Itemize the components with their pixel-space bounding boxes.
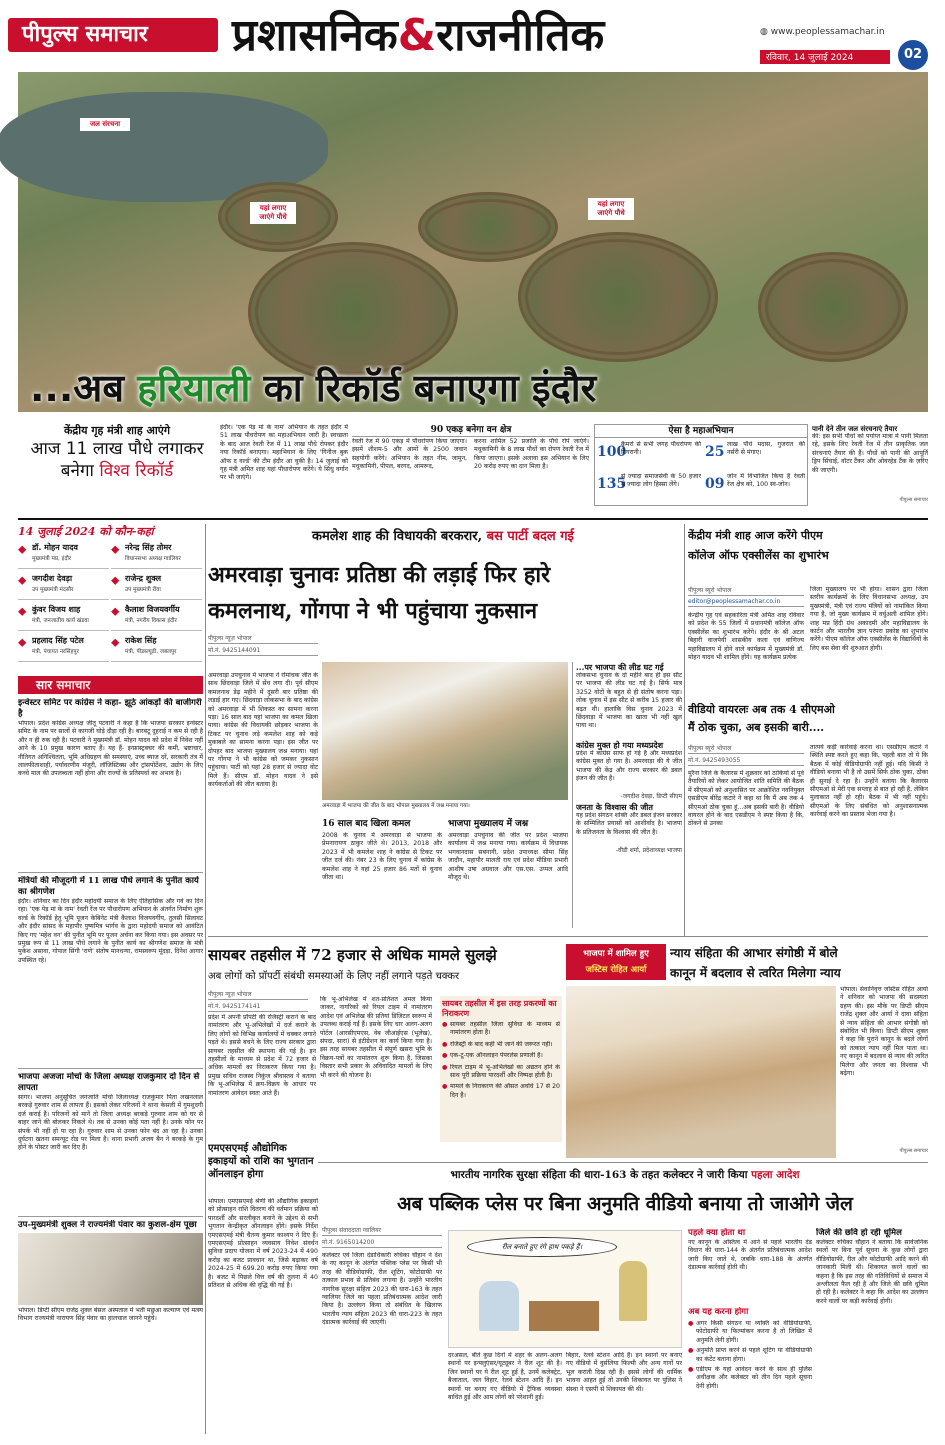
collector-byline: पीपुल्स संवाददाता ग्वालियर [322, 1226, 442, 1236]
plantation-ring [248, 242, 458, 382]
bullet-icon: ● [442, 1021, 448, 1028]
kaun-kahan-box [18, 524, 203, 668]
person-role: मुख्यमंत्री मप्र, इंदौर [32, 556, 72, 562]
collector-body-2: दरअसल, बीते कुछ दिनों में शहर के अलग-अलग स्थानों पर इन्फ्लुएंसर/यूट्यूबर ने रील शूट की है। जिन स्थानों पर ये रील शूट हुई है, उनमें कलेक्ट्रेट, बैजाताल, जल विहार, रेलवे स्टेशन आदि हैं। इन स्थानों पर बनाए गए वीडियो में ट्रैफिक व्यवस्था बाधित हुई और आम लोगों को परेशानी हुई। [448, 1352, 562, 1402]
chhavi-head: जिले की छवि हो रही धूमिल [816, 1228, 902, 1238]
amar-sub-1-body: 2008 के चुनाव में अमरवाड़ा से भाजपा के प्रेमनारायण ठाकुर जीते थे। 2013, 2018 और 2023 में भी कमलेश शाह ने कांग्रेस से टिकट पर जीत दर्ज की। नंबर 23 के लिए चुनाव में कांग्रेस के कमलेश शाह ने यहां 25 हजार 86 मतों से चुनाव जीता था। [322, 832, 442, 882]
saar-title: सार समाचार [18, 676, 203, 694]
college-headline-2: कॉलेज ऑफ एक्सीलेंस का शुभारंभ [688, 549, 829, 562]
pahle-head: पहले क्या होता था [688, 1228, 746, 1238]
van-col2: करना शामिल 52 प्रजाति के पौधे रोपे जाएंगे। मधुकामिनी के 8 लाख पौधों का रोपण रेवती रेंज में किया जाएगा। इसके अलावा इस अभियान के लिए 20 करोड़ रुपए का दान मिला है। [474, 438, 589, 471]
hospital-photo [18, 1233, 203, 1305]
person-card [111, 633, 202, 662]
msme-headline: एमएसएमई औद्योगिक इकाइयों को राशि का भुगतान ऑनलाइन होगा [208, 1143, 314, 1180]
person-name: राजेन्द्र शुक्ल [125, 574, 162, 583]
person-name: डॉ. मोहन यादव [32, 543, 78, 552]
bullet-icon: ● [688, 1347, 694, 1355]
column-rule [205, 524, 206, 1434]
person-name: कुंवर विजय शाह [32, 605, 81, 614]
saar-head-2: मंत्रियों की मौजूदगी में 11 लाख पौधे लगाने के पुनीत कार्य का श्रीगणेश [18, 876, 199, 897]
hero-aerial-photo [18, 72, 928, 412]
website-url[interactable]: ◍ www.peoplessamachar.in [760, 27, 885, 37]
nyay-photo [566, 986, 836, 1158]
bullet-item: ● मामले के निराकरण की औसत अवधि 17 से 20 दिन है। [442, 1083, 560, 1099]
bullet-icon: ● [442, 1083, 448, 1091]
maha-title: ऐसा है महाअभियान [595, 425, 807, 438]
maha-box [594, 424, 808, 506]
van-box [352, 424, 590, 506]
person-card [111, 571, 202, 600]
saybar-headline: सायबर तहसील में 72 हजार से अधिक मामले सुलझे [208, 946, 497, 964]
celebration-photo [322, 662, 568, 800]
person-card [18, 540, 109, 569]
amar-sidebar [572, 662, 682, 928]
side-head-2: कांग्रेस मुक्त हो गया मध्यप्रदेश [576, 740, 664, 750]
bullet-item: ● रियल टाइम में भू-अभिलेखों का अद्यतन होने के साथ पूरी प्रक्रिया पारदर्शी और निष्पक्ष होती है। [442, 1063, 560, 1080]
column-rule [684, 524, 685, 936]
person-card [18, 571, 109, 600]
plantation-ring [518, 232, 718, 362]
msme-body: भोपाल। एमएसएमई श्रेणी की औद्योगिक इकाइयों को प्रोत्साहन राशि वितरण की वर्तमान प्रक्रिया को पारदर्शी और सरलीकृत बनाने के उद्देश्य से सभी भुगतान केन्द्रीकृत ऑनलाइन होंगे। इसके निर्देश एमएसएमई मंत्री चैतन्य कुमार काश्यप ने दिए हैं। एमएसएमई प्रोत्साहन व्यवसाय निवेश संवर्धन सुविधा प्रदाय योजना में वर्ष 2023-24 में 490 करोड़ का बजट प्रावधान था, जिसे बढ़ाकर वर्ष 2024-25 में 699.20 करोड़ रुपए किया गया है। बजट में पिछले वित्त वर्ष की तुलना में 40 प्रतिशत से अधिक की वृद्धि की गई है। [208, 1198, 318, 1290]
photo-tag-right: यहां लगाए जाएंगे पौधे [588, 198, 634, 220]
saybar-mobile: मो.नं. 9425174141 [208, 1002, 308, 1012]
saar-body-4: भोपाल। डिप्टी सीएम राजेंद्र शुक्ल बंसल अस्पताल में भर्ती मछुआ कल्याण एवं मत्स्य विभाग राज्यमंत्री नारायण सिंह पंवार का हालचाल जानने पहुंचे। [18, 1307, 203, 1323]
bullet-item: ● रजिस्ट्री के बाद कहीं भी जाने की जरूरत नहीं। [442, 1040, 553, 1048]
amar-sub-2-body: अमरवाड़ा उपचुनाव की जीत पर प्रदेश भाजपा कार्यालय में जश्न मनाया गया। कार्यक्रम में विधायक भगवानदास सबनानी, प्रदेश उपाध्यक्ष सीमा सिंह जादौन, महापौर मालती राय एवं प्रदेश मीडिया प्रभारी आशीष उषा अग्रवाल और एस.एस. उप्पल आदि मौजूद थे। [448, 832, 568, 882]
location-pin-icon: ⬥ [111, 573, 120, 587]
nyay-headline-2: कानून में बदलाव से त्वरित मिलेगा न्याय [670, 966, 841, 980]
collector-headline: अब पब्लिक प्लेस पर बिना अनुमति वीडियो बनाया तो जाओगे जेल [397, 1193, 853, 1215]
bullet-item: ● अनुमति प्राप्त करने से पहले शूटिंग या वीडियोग्राफी का कंटेंट बताना होगा। [688, 1347, 812, 1363]
collector-body-3: बिहार, रेलवे स्टेशन आदि हैं। इन स्थानों पर बनाए गए वीडियो में वुर्सलिया फिल्मी और अन्य गानों पर भूल कराती दिख रही हैं। इससे लोगों की धार्मिक भावना आहत हुई तो उनकी शिकायत पर पुलिस ने संस्था ने एसपी से शिकायत की थी। [566, 1352, 682, 1393]
side-head-3: जनता के विश्वास की जीत [576, 802, 653, 812]
maha-stat: 135 से ज्यादा समाजसेवी के 50 हजार से ज्यादा लोग हिस्सा लेंगे। [597, 473, 701, 492]
issue-date: रविवार, 14 जुलाई 2024 [760, 50, 890, 64]
maha-stat: 100 कैमरों से सभी जगह पौधरोपण की निगरानी। [597, 441, 701, 460]
college-body-2: जिला मुख्यालय पर भी होगा। शासन द्वारा जिला स्तरीय कार्यक्रमों के लिए विधानसभा अध्यक्ष, उप मुख्यमंत्री, मंत्री एवं राज्य मंत्रियों को नामांकित किया गया है, जो मुख्य कार्यक्रम में वर्चुअली शामिल होंगे। शाह मप्र हिंदी ग्रंथ अकादमी और महाविद्यालय के कार्टन और भारतीय ज्ञान परंपरा प्रकोष्ठ का शुभारंभ करेंगे। पीएम कॉलेज ऑफ एक्सीलेंस के विद्यार्थियों के लिए बस सेवा की शुरुआत होगी। [810, 586, 928, 652]
person-card [18, 633, 109, 662]
saybar-body-2: कि भू-अभिलेख में शत-प्रतिशत अमल किया जाकर, नागरिकों को रियल टाइम में नामांतरण आदेश एवं अभिलेख की प्रतियां डिजिटल स्वरूप में उपलब्ध कराई गईं हैं। इसके लिए चार अलग-अलग पोर्टल (आरसीएमएस, वेब जीआईएस (भूलेख), संपदा, सारा) से इंटीग्रेशन का कार्य किया गया है। इस तरह सायबर तहसील में संपूर्ण खसरा भूमि के विक्रय-पत्रों का नामांतरण शुरू किया है, जिसका विस्तार सभी प्रकार के अविवादित मामलों के लिए भी करने की योजना है। [320, 996, 432, 1079]
section-title: प्रशासनिक&राजनीतिक [232, 10, 605, 61]
video-body-1: मुरैना जिले के कैलारस में शुक्रवार को ठाकियों से पूर्व तैयारियों को लेकर आयोजित शांति समिति की बैठक में सीएमओ को अनुशासित पर आक्रोशित नवनियुक्त एसडीएम बीरेंद्र कटारे ने कहा था कि मैं अब तक 4 सीएमओ ठोक चुका हूं...अब इसकी बारी है। वीडियो वायरल होने के बाद एसडीएम ने स्पष्ट किया है कि, ठोकने से उनका [688, 770, 804, 828]
saybar-byline: पीपुल्स न्यूज़ भोपाल [208, 990, 308, 1000]
trees-body: की: इस सभी पौधों को पर्याप्त मात्रा में पानी मिलता रहे, इसके लिए रेवती रेंज में तीन प्राकृतिक जल संरचनाएं तैयार की हैं। पौधों को पानी की आपूर्ति ड्रिप सिंचाई, वॉटर टैंकर और ओवरहेड टैंक के ज़रिए की जाएगी। [812, 433, 928, 474]
video-body-2: तात्पर्य कड़ी कार्रवाई करना था। एसडीएम कटारे ने स्थिति स्पष्ट करते हुए कहा कि, पहली बात तो ये कि बैठक में कोई वीडियोग्राफी नहीं हुई। यदि किसी ने वीडियो बनाया भी है तो उसमें सिर्फ ठोक चुका, ठोका ही सुनाई दे रहा है। उन्होंने बताया कि कैलारस सीएमओ से मेरी एक सप्ताह से बात हो रही है, लेकिन मुलाकात नहीं हो रही। बैठक में भी नहीं पहुंचे। सीएमओ के लिए संबंधित को अनुशासनात्मक कार्रवाई करने का प्रस्ताव भेजा गया है। [810, 744, 928, 819]
side-sig-3: -वीडी शर्मा, प्रदेशाध्यक्ष भाजपा [615, 847, 682, 854]
saar-body-2: इंदौर। शनिवार का दिन इंदौर महोदयी समाज के लिए ऐतिहासिक और गर्व का दिन रहा। 'एक पेड़ मां के नाम' रेवती रेंज पर पौधारोपण अभियान के अंतर्गत निर्माण शुरू वर्ल्ड के रिकॉर्ड हेतु भूमि पूजन केबिनेट मंत्री कैलाश विजयवर्गीय, तुलसी सिलावट और इंदौर सांसद के महापौर पुष्यमित्र भार्गव के द्वारा महोदयी समाज को आवंटित किए गए 'महेश वन' की पुनीत भूमि पर पूजन अर्चना कर किया गया। इस अवसर पर प्रमुख रूप से 11 लाख पौधे लगाने के पुनीत कार्य का श्रीगणेश समाज के मंत्री मुकेश असावा, गोपाल सिंगी 'राणे' संतोष मानधन्या, रामस्वरूप मूंदड़ा, दिनेश आगार उपस्थित रहे। [18, 898, 203, 964]
bullet-icon: ● [442, 1063, 448, 1071]
plantation-ring [418, 192, 558, 262]
person-name: कैलाश विजयवर्गीय [125, 605, 180, 614]
saar-body-1: भोपाल। प्रदेश कांग्रेस अध्यक्ष जीतू पटवारी ने कहा है कि भाजपा सरकार इन्वेस्टर समिट के नाम पर सालों से कागजी घोड़े दौड़ा रही है। बारबटू दुहराई न कम से रही है और न ही रुक रही है। पटवारी ने मुख्यमंत्री डॉ. मोहन यादव को प्रदेश में निवेश नहीं आने के 10 प्रमुख कारण बताए हैं। यह हैं- इन्फ्रास्ट्रक्चर की कमी, भ्रष्टाचार, नीतिगत अनिश्चितता, भूमि अधिग्रहण की समस्याएं, उच्च ब्याज दरें, सरकारी तंत्र में लालफीताशाही, पर्यावरणीय मंजूरी, लॉजिस्टिक्स और ट्रांसपोर्टेशन, उद्योग के लिए कच्चे माल की उपलब्धता नहीं होना और राज्यों के प्रतिस्पर्धा का अभाव है। [18, 720, 203, 778]
person-name: प्रहलाद सिंह पटेल [32, 636, 84, 645]
amar-mobile: मो.नं. 9425144091 [208, 646, 318, 656]
cartoon [448, 1230, 682, 1348]
hero-headline: ...अब हरियाली का रिकॉर्ड बनाएगा इंदौर [30, 366, 597, 410]
saybar-box [440, 996, 562, 1142]
shah-line1: आज 11 लाख पौधे लगाकर [30, 439, 204, 459]
bullet-item: ● एक-टू-एक ऑनलाइन पेपरलेस प्रणाली है। [442, 1052, 543, 1060]
speech-bubble: रील बनाते हुए रंगे हाथ पकड़े हैं। [467, 1237, 617, 1257]
trees-title: पानी देने तीन जल संरचनाएं तैयार [812, 424, 898, 433]
amar-sub-1: 16 साल बाद खिला कमल [322, 819, 411, 829]
bullet-icon: ● [442, 1040, 448, 1048]
college-byline: पीपुल्स ब्यूरो भोपाल [688, 586, 804, 596]
saybar-box-title: सायबर तहसील में इस तरह प्रकरणों का निराकरण [442, 998, 557, 1018]
page-number: 02 [898, 40, 928, 70]
pahle-body: नए कानून के अस्तित्व में आने से पहले भारतीय दंड विधान की धारा-144 के अंतर्गत प्रतिबंधात्मक आदेश जारी किए जाते थे, जबकि धारा-188 के अंतर्गत दंडात्मक कार्रवाई होती थी। [688, 1239, 812, 1272]
police-figure [619, 1261, 647, 1321]
person-role: मंत्री, नगरीय विकास इंदौर [125, 618, 177, 624]
college-headline-1: केंद्रीय मंत्री शाह आज करेंगे पीएम [688, 529, 823, 542]
kaun-title: 14 जुलाई 2024 को कौन-कहां [18, 525, 154, 538]
college-email[interactable]: editor@peoplessamachar.co.in [688, 598, 804, 607]
person-role: उप मुख्यमंत्री मंदसौर [32, 587, 74, 593]
amar-byline: पीपुल्स न्यूज़ भोपाल [208, 634, 318, 644]
amar-sub-2: भाजपा मुख्यालय में जश्न [448, 819, 529, 829]
nyay-kicker: भाजपा में शामिल हुए जस्टिस रोहित आर्या [566, 944, 666, 980]
amar-body: अमरवाड़ा उपचुनाव में भाजपा ने रोमांचक जीत के साथ छिंदवाड़ा जिले में सेंध लगा दी। पूर्व सीएम कमलनाथ डेढ़ महीने में दूसरी बार प्रतिष्ठा की लड़ाई हार गए। छिंदवाड़ा लोकसभा के बाद कांग्रेस को अमरवाड़ा में भी शिकस्त का सामना करना पड़ा। 16 साल बाद यहां भाजपा का कमल खिला पाया। कांग्रेस की विधायकी छोड़कर भाजपा के टिकट पर चुनाव लड़े कमलेश शाह को कड़े मुकाबले का सामना करना पड़ा। इस जीत पर दोपहर बाद भाजपा मुख्यालय जश्न मनाया। यहां पर गोंगपा ने भी कांग्रेस को जमकर नुकसान पहुंचाया। पार्टी को यहां 28 हजार से ज्यादा वोट मिले हैं। सीएम डॉ. मोहन यादव ने इसे कार्यकर्ताओं की जीत बताया है। [208, 672, 318, 789]
photo-caption: अमरवाड़ा में भाजपा की जीत के बाद भोपाल मुख्यालय में जश्न मनाया गया। [322, 803, 470, 809]
video-headline-2: मैं ठोक चुका, अब इसकी बारी.... [688, 721, 825, 734]
person-role: विधानसभा अध्यक्ष ग्वालियर [125, 556, 181, 562]
amar-headline-2: कमलनाथ, गोंगपा ने भी पहुंचाया नुकसान [208, 598, 538, 624]
saar-head-1: इन्वेस्टर समिट पर कांग्रेस ने कहा- झूठे आंकड़ों की बाजीगरी है [18, 698, 202, 719]
bullet-item: ● अगर किसी संगठन या व्यक्ति को वीडियोग्राफी, फोटोग्राफी या फिल्मांकन करना है तो लिखित में अनुमति लेनी होगी। [688, 1320, 812, 1344]
shah-line2: बनेगा विश्व रिकॉर्ड [60, 461, 174, 481]
saybar-bullets [442, 1021, 560, 1100]
location-pin-icon: ⬥ [111, 604, 120, 618]
ab-bullets [688, 1320, 812, 1391]
saar-head-4: उप-मुख्यमंत्री शुक्ल ने राज्यमंत्री पंवार का कुशल-क्षेम पूछा [18, 1220, 197, 1230]
photo-tag-water: जल संरचना [80, 118, 130, 131]
person-role: मंत्री, पीडब्ल्यूडी, जबलपुर [125, 649, 177, 655]
chhavi-box [816, 1228, 928, 1434]
saybar-body: प्रदेश में अपनी प्रॉपर्टी की रजिस्ट्री कराने के बाद नामांतरण और भू-अभिलेखों में दर्ज कराने के लिए लोगों को विभिन्न कार्यालयों में चक्कर लगाने पड़ते थे। इससे बचने के लिए राज्य सरकार द्वारा सायबर तहसील की स्थापना की गई है। इन तहसीलों के माध्यम से प्रदेश में 72 हजार से अधिक मामलों का निराकरण किया गया है। प्रमुख सचिव राजस्व निकुंज श्रीवास्तव ने बताया कि भू-अभिलेख में क्रय-विक्रय के आधार पर नामांतरण आवेदन स्वतः आते हैं। [208, 1014, 316, 1097]
side-body-1: लोकसभा चुनाव के दो महीने बाद ही इस सीट पर भाजपा की लीड घट गई है। सिर्फ मात्र 3252 वोटों के बहुत से ही संतोष करना पड़ा। लोक चुनाव में इस सीट से करीब 15 हजार की बढ़त थी। हालांकि विस चुनाव 2023 में छिंदवाड़ा में भाजपा का खाता भी नहीं खुल पाया था। [576, 672, 682, 730]
row-rule [318, 1162, 928, 1163]
kaun-grid [18, 540, 203, 666]
nyay-body: भोपाल। सेवानिवृत्त जस्टिस रोहित आर्या ने शनिवार को भाजपा की सदस्यता ग्रहण की। इस मौके पर डिप्टी सीएम राजेंद्र शुक्ल और आर्या ने दावा संहिता से न्याय संहिता की आभार संगोष्ठी को संबोधित भी किया। डिप्टी सीएम शुक्ल ने कहा कि पुराने कानून के बदले लोगों को तत्काल न्याय नहीं मिल पाता था। नए कानून में बदलाव से न्याय की त्वरित मिलेगा और जनता का विश्वास भी बढ़ेगा। [840, 986, 928, 1078]
photo-tag-left: यहां लगाए जाएंगे पौधे [250, 202, 296, 224]
collector-mobile: मो.नं. 9165014200 [322, 1238, 442, 1248]
saar-body-3: सागर। भाजपा अनुसूचित जनजाति मोर्चा जिलाध्यक्ष राजकुमार पिता लखनलाल बरकड़े गुरुवार शाम से लापता हैं। इसको लेकर परिजनों ने थाना केसली में गुमशुदगी दर्ज कराई है। परिजनों को मानें तो जिला अध्यक्ष बरकड़े गुरुवार शाम को घर से बाहर जाने की बोलकर निकले थे। तब से उनका कोई पता नहीं है। उनके फोन पर संपर्क भी नहीं हो पा रहा है। गुरुवार शाम से उनका फोन बंद आ रहा है। उनका दुर्घटना खतना समन्यूट रोड पर मिला है। थाना प्रभारी अजय बैन ने बरकड़े के गुम होने के पोस्टर जारी कर दिए हैं। [18, 1094, 203, 1152]
person-role: उप मुख्यमंत्री रीवा [125, 587, 161, 593]
person-role: मंत्री, पंचायत नरसिंहपुर [32, 649, 79, 655]
maha-stat: 25 लाख पौधे मदास, गुजरात की नर्सरी से मंगाए। [705, 441, 805, 460]
location-pin-icon: ⬥ [18, 573, 27, 587]
person-role: मंत्री, जनजातीय कार्य खंडवा [32, 618, 89, 624]
bullet-item: ● सायबर तहसील जिला सुविधा के माध्यम से नामांतरण होता है। [442, 1021, 560, 1037]
person-card [111, 540, 202, 569]
bullet-item: ● एडीएम के यहां आवेदन करने के साथ ही पुलिस अधीक्षक और कलेक्टर को तीन दिन पहले सूचना देनी होगी। [688, 1366, 812, 1390]
person-figure [479, 1281, 519, 1331]
person-name: नरेन्द्र सिंह तोमर [125, 543, 172, 552]
location-pin-icon: ⬥ [18, 542, 27, 556]
masthead [0, 0, 945, 70]
trees-box [812, 424, 928, 516]
location-pin-icon: ⬥ [111, 542, 120, 556]
video-headline-1: वीडियो वायरलः अब तक 4 सीएमओ [688, 703, 835, 716]
saar-samachar [18, 676, 203, 1434]
person-name: जगदीश देवड़ा [32, 574, 73, 583]
location-pin-icon: ⬥ [18, 635, 27, 649]
van-col1: रेवती रेंज में 90 एकड़ में पौधरोपण किया जाएगा। इसमें शीशम-5 और आमों के 2500 जवान सहयोगी करेंगे। अभियान के तहत नीम, जामुन, मधुकामिनी, पीपल, बरगद, आमरूद, [352, 438, 467, 471]
amar-kicker: कमलेश शाह की विधायकी बरकरार, बस पार्टी बदल गई [312, 529, 574, 544]
bullet-icon: ● [442, 1052, 448, 1060]
ab-head: अब यह करना होगा [688, 1307, 749, 1317]
saar-head-3: भाजपा अजजा मोर्चा के जिला अध्यक्ष राजकुमार दो दिन से लापता [18, 1072, 200, 1093]
person-card [18, 602, 109, 631]
collector-sidebar [688, 1228, 812, 1434]
collector-kicker: भारतीय नागरिक सुरक्षा संहिता की धारा-163 के तहत कलेक्टर ने जारी किया पहला आदेश [450, 1169, 800, 1181]
bullet-icon: ● [688, 1366, 694, 1374]
bullet-icon: ● [688, 1320, 694, 1327]
location-pin-icon: ⬥ [18, 604, 27, 618]
side-body-3: यह प्रदेश संगठन शक्ति और डबल इंजन सरकार के सम्मिलित प्रयासों को आशीर्वाद है। भाजपा के प्रतिजनता के विश्वास की जीत है। [576, 812, 682, 836]
side-head-1: ...पर भाजपा की लीड घट गई [576, 662, 664, 672]
shah-kicker: केंद्रीय गृह मंत्री शाह आएंगे [63, 424, 171, 437]
collector-body-1: कलेक्टर एवं जिला दंडाधिकारी रुचिका चौहान ने देश के नए कानून के अंतर्गत पब्लिक प्लेस पर किसी भी तरह की वीडियोग्राफी, रील शूटिंग, फोटोग्राफी पर तत्काल प्रभाव से प्रतिबंध लगाया है। उन्होंने भारतीय नागरिक सुरक्षा संहिता 2023 की धारा-163 के तहत ग्वालियर जिले का पहला प्रतिबंधात्मक आदेश जारी किया है। उल्लंघन किया तो संबंधित के खिलाफ भारतीय न्याय संहिता 2023 की धारा-223 के तहत दंडात्मक कार्रवाई की जाएगी। [322, 1252, 442, 1327]
divider [18, 518, 928, 520]
desk-figure [529, 1301, 599, 1331]
brand-logo: पीपुल्स समाचार [8, 18, 218, 52]
photo-credit: पीपुल्स समाचार [899, 1148, 928, 1154]
chhavi-body: कलेक्टर रुचिका चौहान ने बताया कि सार्वजनिक स्थलों पर बिना पूर्व सूचना के कुछ लोगों द्वारा वीडियोग्राफी, रील और फोटोग्राफी आदि करने की जानकारी मिली थी। शिकायत करने वालों का कहना है कि इस तरह की गतिविधियों से समाज में अश्लीलता फैल रही है और जिले की छवि धूमिल हो रही है। कलेक्टर ने कहा कि आदेश का उल्लंघन करने वालों पर कड़ी कार्रवाई होगी। [816, 1239, 928, 1305]
side-sig-2: -जगदीश देवड़ा, डिप्टी सीएम [620, 793, 682, 800]
shah-story [18, 424, 216, 506]
person-name: राकेश सिंह [125, 636, 157, 645]
saybar-subhead: अब लोगों को प्रॉपर्टी संबंधी समस्याओं के लिए नहीं लगाने पड़ते चक्कर [208, 971, 460, 982]
person-card [111, 602, 202, 631]
nyay-headline-1: न्याय संहिता की आभार संगोष्ठी में बोले [670, 946, 838, 960]
van-title: 90 एकड़ बनेगा वन क्षेत्र [352, 424, 590, 437]
college-body-1: केन्द्रीय गृह एवं सहकारिता मंत्री अमित शाह रविवार को प्रदेश के 55 जिलों में प्रधानमंत्री कॉलेज ऑफ एक्सीलेंस का शुभारंभ करेंगे। इंदौर के श्री अटल बिहारी वाजपेयी शासकीय कला एवं वाणिज्य महाविद्यालय में होने वाले कार्यक्रम में मुख्यमंत्री डॉ. मोहन यादव भी शामिल होंगे। यह कार्यक्रम प्रत्येक [688, 612, 804, 662]
amar-headline-1: अमरवाड़ा चुनावः प्रतिष्ठा की लड़ाई फिर हारे [208, 562, 551, 588]
row-rule [208, 936, 928, 937]
shah-body: इंदौर। 'एक पेड़ मां के नाम' अभियान के तहत इंदौर में 51 लाख पौधरोपण का महाअभियान जारी है। स्वच्छता के बाद आज रेवती रेंज में 11 लाख पौधे रोपकर इंदौर नया रिकॉर्ड बनाएगा। महाभियान के लिए 'गिनीज बुक ऑफ द वर्ल्ड' की टीम इंदौर आ चुकी है। 14 जुलाई को गृह मंत्री अमित शाह यहां पौधारोपण करेंगे। ये सिंधु वर्गान पर भी जाएंगे। [220, 424, 348, 482]
side-body-2: प्रदेश में कांग्रेस साफ हो गई है और मध्यप्रदेश कांग्रेस मुक्त हो गया है। अमरवाड़ा की ये जीत भाजपा की केंद्र और राज्य सरकार की डबल इंजन की जीत है। [576, 750, 682, 783]
globe-icon: ◍ [760, 27, 771, 37]
photo-credit: पीपुल्स समाचार [899, 497, 928, 503]
plantation-ring [758, 252, 908, 362]
maha-stat: 09 जोन में विभाजित किया है रेवती रेंज क्षेत्र को, 100 स्व-जोन। [705, 473, 805, 492]
video-mobile: मो.नं. 9425493055 [688, 756, 804, 766]
location-pin-icon: ⬥ [111, 635, 120, 649]
video-byline: पीपुल्स ब्यूरो भोपाल [688, 744, 804, 754]
